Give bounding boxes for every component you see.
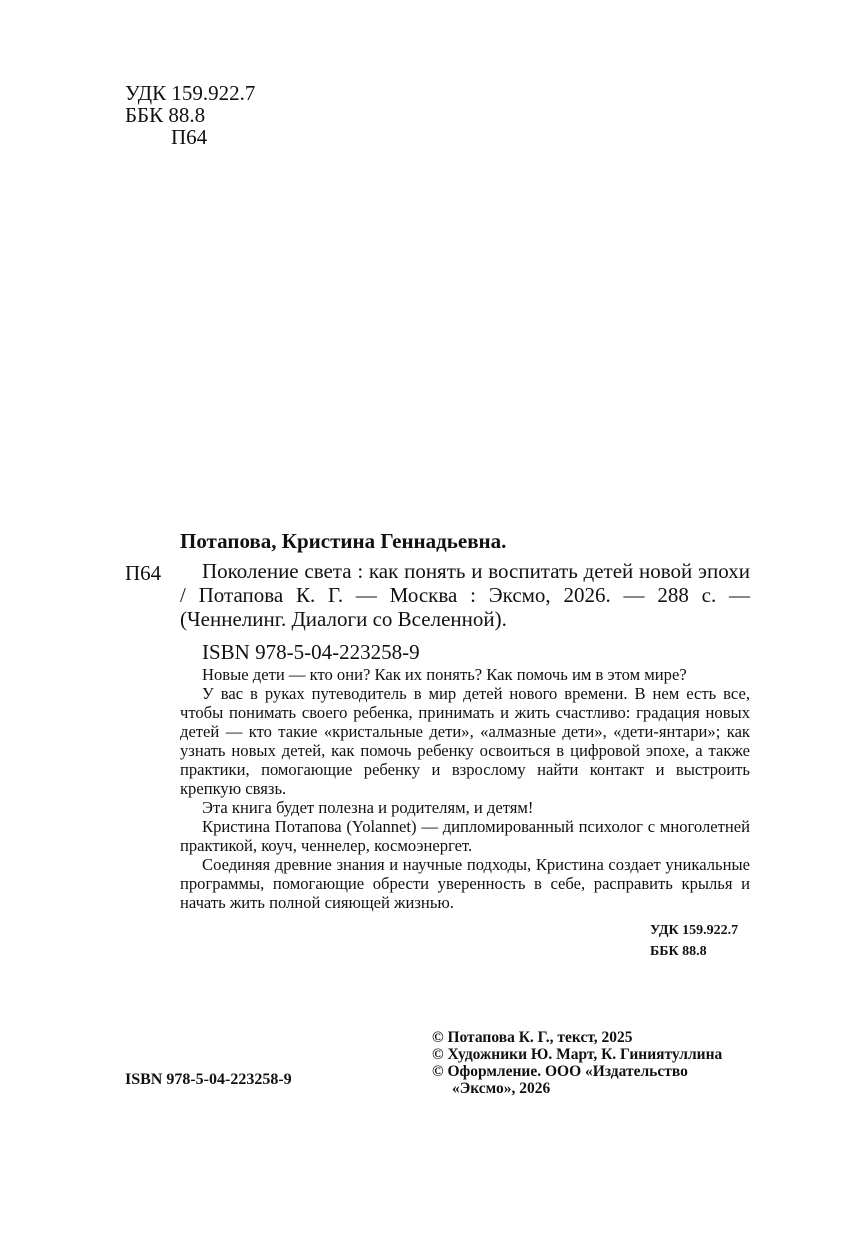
cutter-mark: П64 <box>125 561 162 585</box>
annotation-paragraph: Эта книга будет полезна и родителям, и детям! <box>202 798 534 817</box>
annotation <box>180 665 750 912</box>
annotation-paragraph: Кристина Потапова (Yolannet) — дипломированный психолог с многолетней практикой, коуч, ченнелер, космоэнергет. <box>180 817 750 855</box>
isbn-record: ISBN 978-5-04-223258-9 <box>202 640 420 664</box>
annotation-paragraph: У вас в руках путеводитель в мир детей нового времени. В нем есть все, чтобы понимать своего ребенка, принимать и жить счастливо: градация новых детей — кто такие «кристальные дети», «алмазные дети», «дети-янтари»; как узнать новых детей, как помочь ребенку освоиться в цифровой эпохе, а также практики, помогающие ребенку и взрослому найти контакт и выстроить крепкую связь. <box>180 684 750 798</box>
udk-code: УДК 159.922.7 <box>125 81 256 105</box>
copyright-line: © Художники Ю. Март, К. Гиниятуллина <box>432 1046 723 1063</box>
author-heading: Потапова, Кристина Геннадьевна. <box>180 529 507 553</box>
bbk-code-bottom: ББК 88.8 <box>650 944 707 959</box>
annotation-paragraph: Новые дети — кто они? Как их понять? Как помочь им в этом мире? <box>202 665 687 684</box>
annotation-paragraph: Соединяя древние знания и научные подходы, Кристина создает уникальные программы, помогающие обрести уверенность в себе, расправить крылья и начать жить полной сияющей жизнью. <box>180 855 750 912</box>
copyright-block <box>432 1029 762 1097</box>
copyright-line: © Оформление. ООО «Издательство <box>432 1063 688 1080</box>
udk-code-bottom: УДК 159.922.7 <box>650 923 739 938</box>
isbn-bottom: ISBN 978-5-04-223258-9 <box>125 1071 292 1088</box>
author-cutter-code: П64 <box>171 125 208 149</box>
copyright-line: © Потапова К. Г., текст, 2025 <box>432 1029 633 1046</box>
bbk-code: ББК 88.8 <box>125 103 206 127</box>
classification-codes-top <box>125 82 255 148</box>
bibliographic-title: Поколение света : как понять и воспитать детей новой эпохи / Потапова К. Г. — Москва : Эксмо, 2026. — 288 с. — (Ченнелинг. Диалоги со Вселенной). <box>180 559 750 631</box>
copyright-line: «Эксмо», 2026 <box>452 1080 551 1097</box>
classification-codes-bottom <box>650 920 738 962</box>
